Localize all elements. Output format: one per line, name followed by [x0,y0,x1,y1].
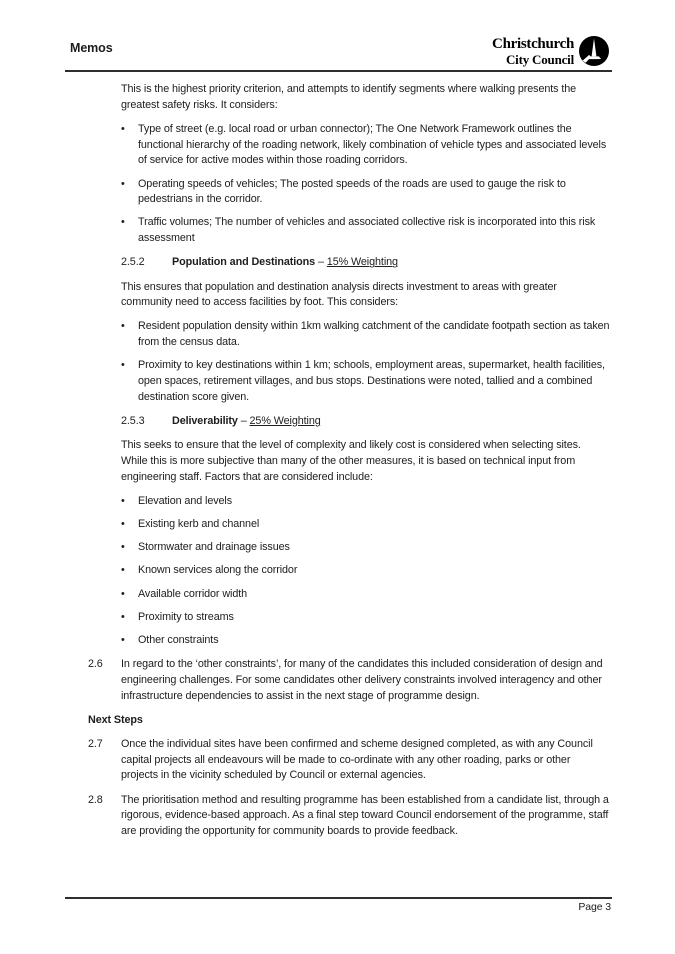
section-2-5-3-paragraph: This seeks to ensure that the level of complexity and likely cost is considered when selecting sites. While this is more subjective than many of the other measures, it is based on technical input from engineering staff. Factors that are considered include: [121,439,581,483]
list-item [121,358,610,405]
list-item [121,540,610,556]
list-item [121,215,610,246]
bullet-icon: • [121,494,125,507]
page-title: Memos [70,41,113,55]
section-heading-text [172,255,398,271]
list-item-text: Proximity to streams [138,610,234,623]
list-item [121,177,610,208]
list-item [121,319,610,350]
ccc-crest-icon [579,36,609,66]
bullet-icon: • [121,359,125,372]
section-heading-text [172,414,321,430]
header-divider [65,70,612,72]
next-steps-heading: Next Steps [88,713,143,726]
bullet-icon: • [121,177,125,190]
section-title: Population and Destinations [172,256,316,269]
bullet-icon: • [121,541,125,554]
list-item-text: Elevation and levels [138,494,233,507]
item-number: 2.7 [88,738,103,750]
list-item [121,122,610,169]
list-item-text: Existing kerb and channel [138,517,260,530]
section-number: 2.5.2 [121,256,145,269]
list-item [121,610,610,626]
deliverability-bullet-list [121,494,610,649]
item-text: In regard to the ‘other constraints’, for many of the candidates this included consideration of design and engineering challenges. For some candidates other delivery constraints involved interagency and other infrastructure dependencies to assist in the next stage of programme design. [121,658,603,702]
item-number: 2.8 [88,793,103,806]
section-number: 2.5.3 [121,414,145,427]
list-item [121,587,610,603]
bullet-icon: • [121,610,125,623]
council-logo-text [492,37,574,66]
section-separator: – [315,256,327,269]
numbered-item-2-8 [88,793,675,840]
list-item-text: Resident population density within 1km walking catchment of the candidate footpath section as taken from the census data. [138,320,610,349]
logo-text-line1: Christchurch [492,35,574,52]
item-text: The prioritisation method and resulting programme has been established from a candidate list, through a rigorous, evidence-based approach. As a final step toward Council endorsement of the programme, staff are providing the opportunity for community boards to provide feedback. [121,793,609,838]
bullet-icon: • [121,320,125,333]
bullet-icon: • [121,587,125,600]
list-item [121,494,610,510]
list-item-text: Stormwater and drainage issues [138,541,290,554]
list-item-text: Proximity to key destinations within 1 km; schools, employment areas, supermarket, health facilities, open spaces, retirement villages, and bus stops. Destinations were noted, tallied and a combined destination score given. [138,359,605,403]
numbered-item-2-6 [88,657,675,704]
logo-text-line2: City Council [505,51,574,67]
numbered-item-2-7 [88,737,675,784]
list-item-text: Operating speeds of vehicles; The posted speeds of the roads are used to gauge the risk to pedestrians in the corridor. [138,177,566,206]
section-weighting: 25% Weighting [249,414,321,427]
bullet-icon: • [121,216,125,229]
council-logo [492,36,609,66]
list-item-text: Traffic volumes; The number of vehicles and associated collective risk is incorporated into this risk assessment [138,216,596,245]
bullet-icon: • [121,564,125,577]
list-item [121,517,610,533]
section-weighting: 15% Weighting [326,256,398,269]
list-item [121,563,610,579]
section-heading-2-5-2 [121,255,610,271]
population-bullet-list [121,319,610,405]
section-2-5-2-paragraph: This ensures that population and destination analysis directs investment to areas with greater community need to access facilities by foot. This considers: [121,280,557,309]
safety-bullet-list [121,122,610,247]
list-item-text: Known services along the corridor [138,564,298,577]
item-number: 2.6 [88,658,103,671]
section-title: Deliverability [172,414,238,427]
intro-paragraph: This is the highest priority criterion, and attempts to identify segments where walking presents the greatest safety risks. It considers: [121,83,577,111]
list-item-text: Other constraints [138,633,219,646]
section-heading-2-5-3 [121,414,610,430]
section-separator: – [237,414,250,427]
item-text: Once the individual sites have been confirmed and scheme designed completed, as with any Council capital projects all endeavours will be made to co-ordinate with any other roading, parks or other projects in the vicinity scheduled by Council or external agencies. [121,738,593,782]
list-item-text: Type of street (e.g. local road or urban connector); The One Network Framework outlines the functional hierarchy of the roading network, likely combination of vehicle types and associated levels of service for active modes within those roading corridors. [138,122,607,167]
bullet-icon: • [121,122,125,135]
page-number: Page 3 [578,901,611,913]
bullet-icon: • [121,517,125,530]
list-item [121,633,610,649]
bullet-icon: • [121,633,125,646]
list-item-text: Available corridor width [138,587,248,600]
footer-divider [65,897,612,899]
document-body [0,82,675,848]
